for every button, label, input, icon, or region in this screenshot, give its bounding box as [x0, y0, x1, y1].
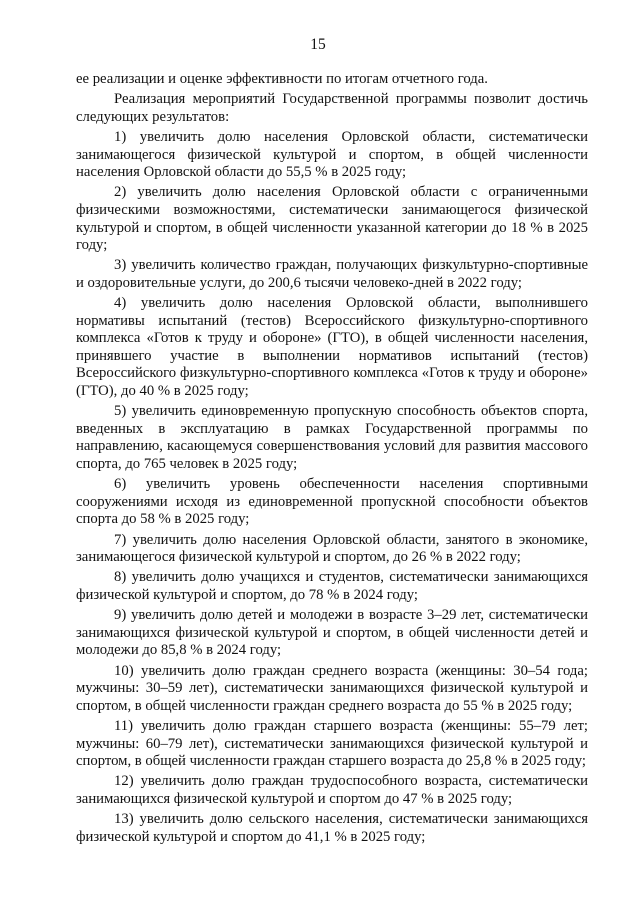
document-body — [76, 71, 588, 849]
paragraph-intro: Реализация мероприятий Государственной программы позволит достичь следующих результатов: — [76, 91, 588, 125]
list-item-7: 7) увеличить долю населения Орловской области, занятого в экономике, занимающегося физической культурой и спортом, до 26 % в 2022 году; — [76, 531, 588, 566]
list-item-13: 13) увеличить долю сельского населения, систематически занимающихся физической культурой и спортом до 41,1 % в 2025 году; — [76, 811, 588, 845]
list-item-9: 9) увеличить долю детей и молодежи в возрасте 3–29 лет, систематически занимающихся физической культурой и спортом, в общей численности детей и молодежи до 85,8 % в 2024 году; — [76, 607, 588, 659]
list-item-8: 8) увеличить долю учащихся и студентов, систематически занимающихся физической культурой и спортом, до 78 % в 2024 году; — [76, 569, 588, 603]
list-item-3: 3) увеличить количество граждан, получающих физкультурно-спортивные и оздоровительные услуги, до 200,6 тысячи человеко-дней в 2022 году; — [76, 257, 588, 291]
list-item-6: 6) увеличить уровень обеспеченности населения спортивными сооружениями исходя из единовременной пропускной способности объектов спорта до 58 % в 2025 году; — [76, 476, 588, 528]
list-item-5: 5) увеличить единовременную пропускную способность объектов спорта, введенных в эксплуатацию в рамках Государственной программы по направлению, касающемуся совершенствования условий для развития массового спорта, до 765 человек в 2025 году; — [76, 403, 588, 473]
list-item-1: 1) увеличить долю населения Орловской области, систематически занимающегося физической культурой и спортом, в общей численности населения Орловской области до 55,5 % в 2025 году; — [76, 128, 588, 181]
list-item-2: 2) увеличить долю населения Орловской области с ограниченными физическими возможностями, систематически занимающегося физической культурой и спортом, в общей численности указанной категории до 18 % в 2025 году; — [76, 184, 588, 254]
list-item-10: 10) увеличить долю граждан среднего возраста (женщины: 30–54 года; мужчины: 30–59 лет), систематически занимающихся физической культурой и спортом, в общей численности граждан среднего возраста до 55 % в 2025 году; — [76, 662, 588, 714]
list-item-11: 11) увеличить долю граждан старшего возраста (женщины: 55–79 лет; мужчины: 60–79 лет), систематически занимающихся физической культурой и спортом, в общей численности граждан старшего возраста до 25,8 % в 2025 году; — [76, 717, 588, 770]
paragraph-continuation: ее реализации и оценке эффективности по итогам отчетного года. — [76, 71, 488, 87]
page-number: 15 — [310, 36, 326, 53]
list-item-4: 4) увеличить долю населения Орловской области, выполнившего нормативы испытаний (тестов) Всероссийского физкультурно-спортивного комплекса «Готов к труду и обороне» (ГТО), в общей численности населения, принявшего участие в выполнении нормативов испытаний (тестов) Всероссийского физкультурно-спортивного комплекса «Готов к труду и обороне» (ГТО), до 40 % в 2025 году; — [76, 295, 588, 400]
list-item-12: 12) увеличить долю граждан трудоспособного возраста, систематически занимающихся физической культурой и спортом до 47 % в 2025 году; — [76, 773, 588, 807]
